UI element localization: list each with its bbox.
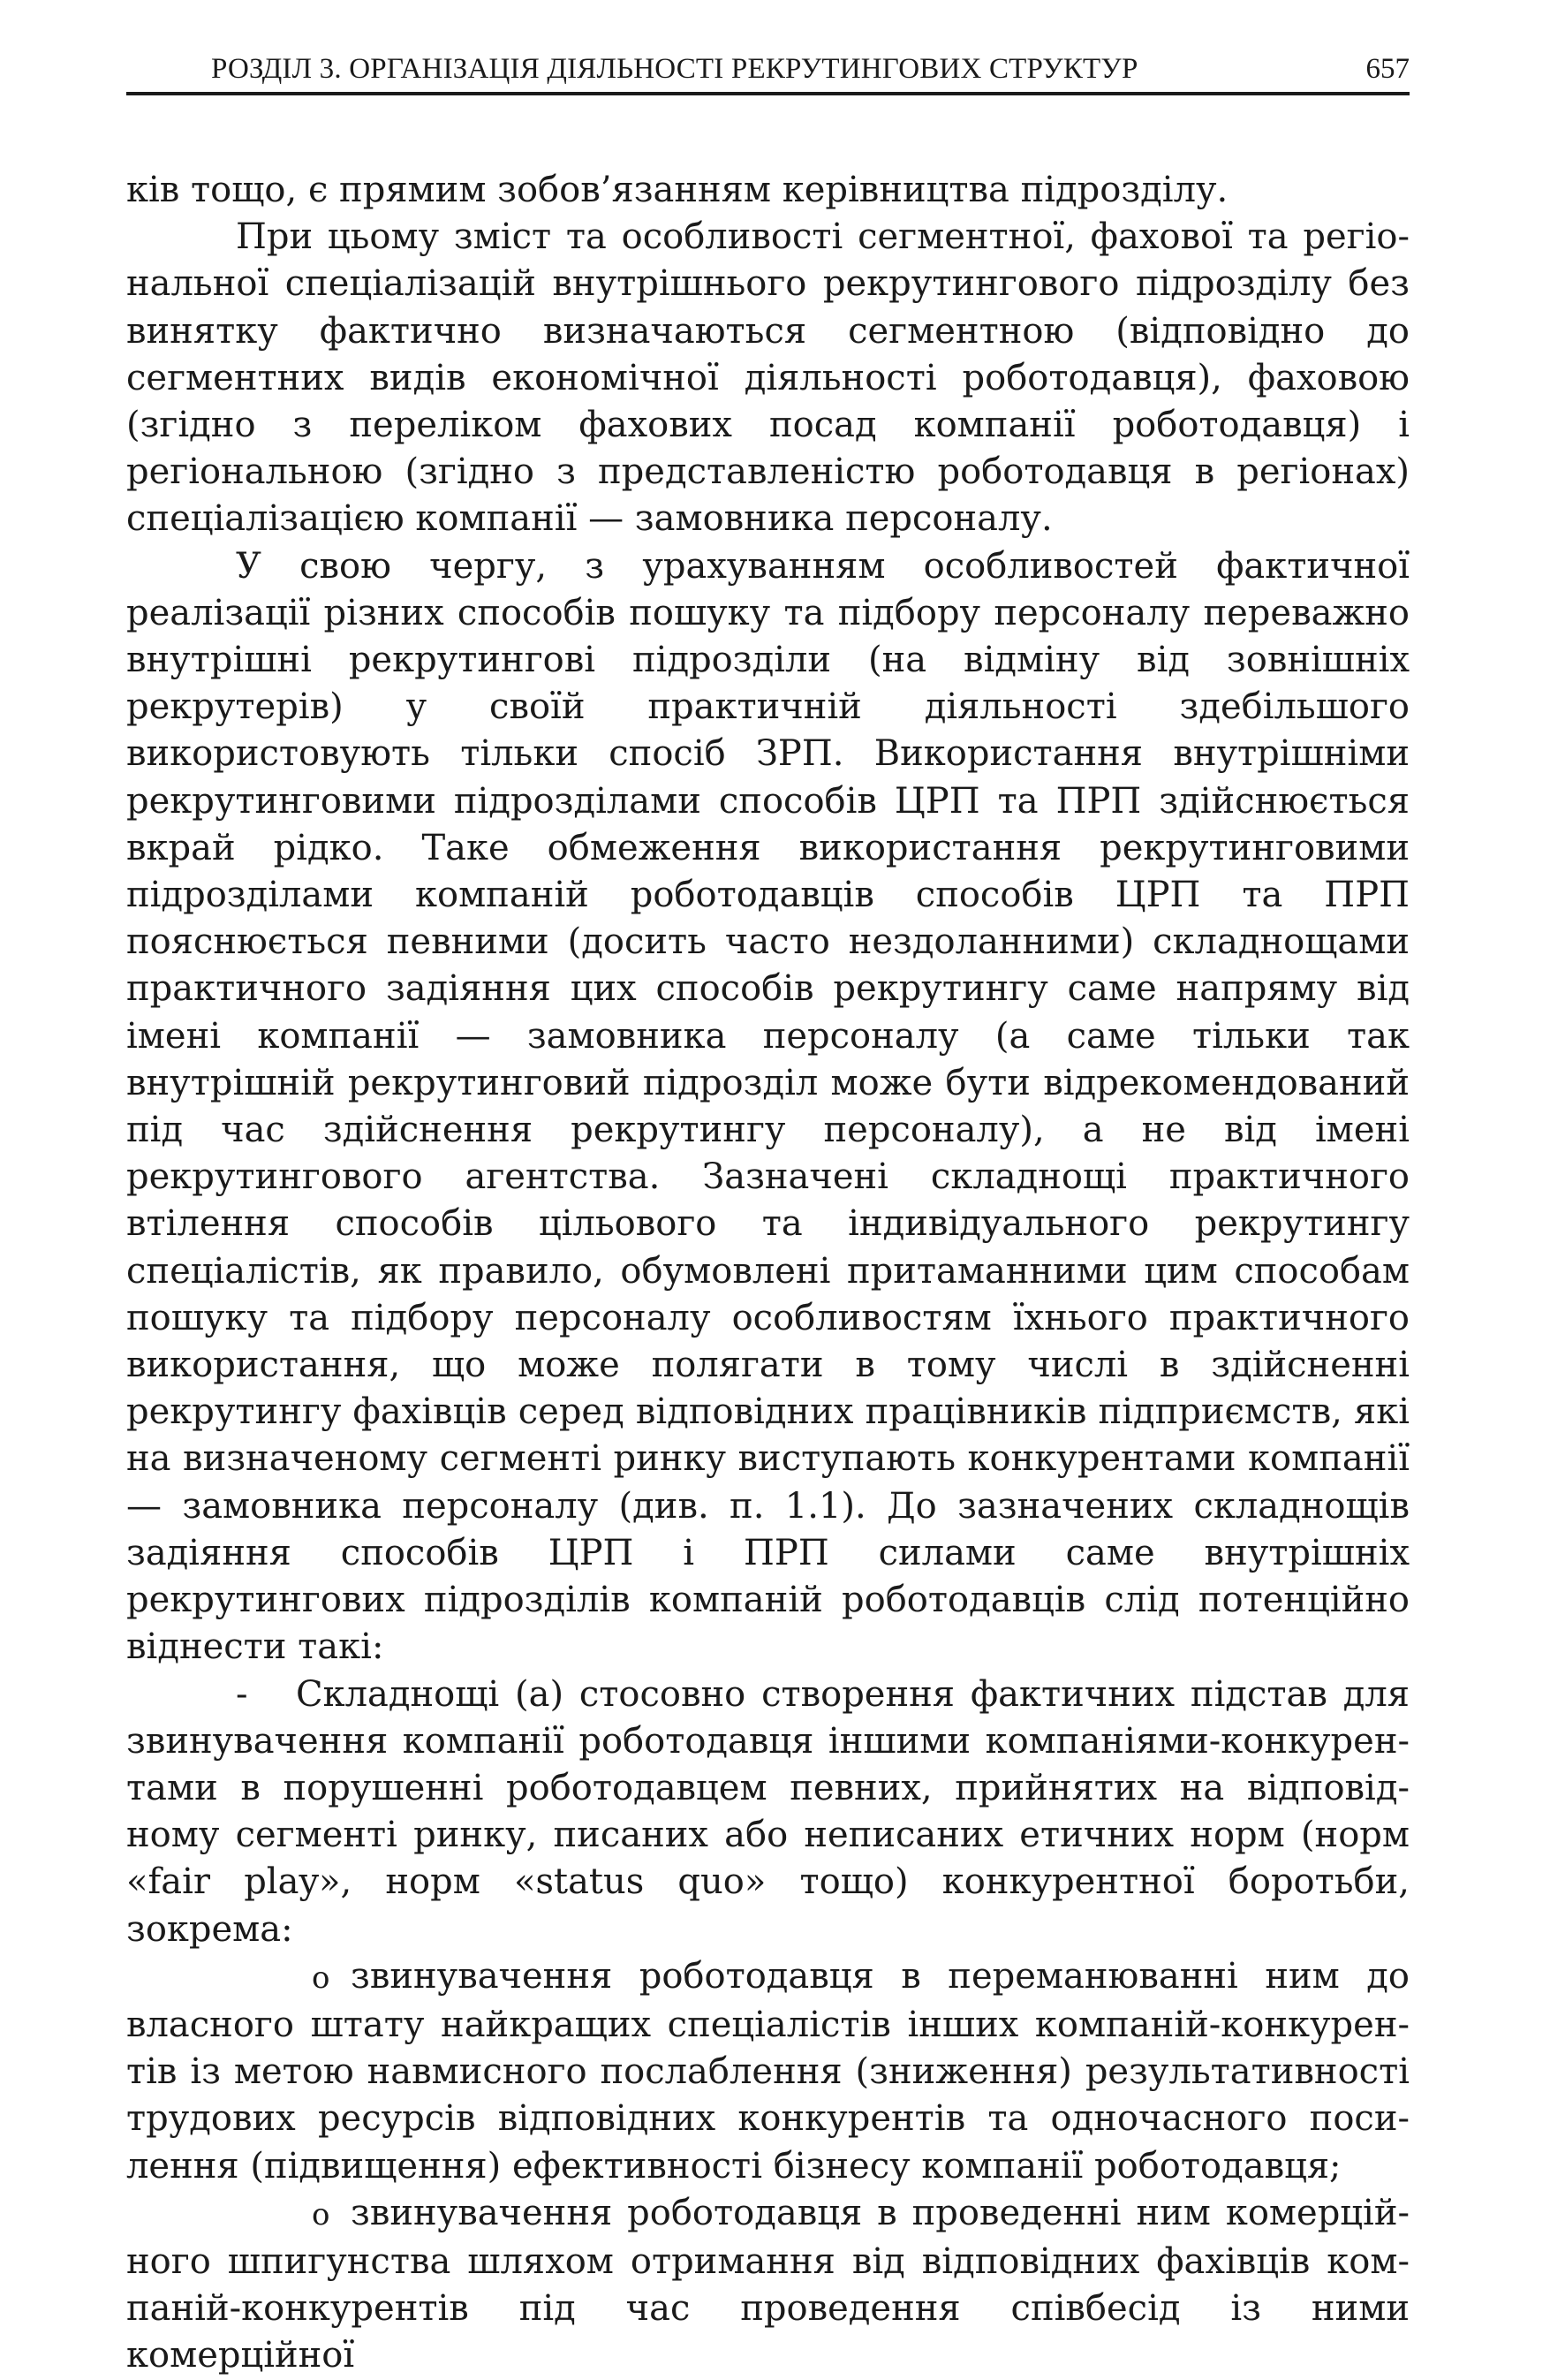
paragraph: У свою чергу, з урахуванням особливостей фактичної реалізації різних способів пошуку та підбору персоналу переважно внутрішні рекрутингові підрозділи (на відміну від зовнішніх рекрутерів) у своїй практичній діяльності здебільшого використовують тільки спосіб ЗРП. Використання внутрішніми рекрутинговими підрозділами способів ЦРП та ПРП здійснюється вкрай рідко. Таке обмеження використання рекрутинговими підрозділами компаній роботодавців способів ЦРП та ПРП пояснюється певними (досить часто нездоланними) складнощами практичного задіяння цих способів рекрутингу саме напряму від імені компанії — замовника персоналу (а саме тільки так внутрішній рекрутинговий підрозділ може бути відрекомендований під час здійснення рекрутингу персоналу), а не від імені рекрутингового агентства. Зазначені складнощі практичного втілення способів цільового та індивідуального рекрутингу спеціалістів, як правило, обумовлені притаманними цим способам пошуку та підбору персоналу особливостям їхнього практичного використання, що може полягати в тому числі в здійсненні рекрутингу фахівців серед відповідних працівників підприємств, які на визначеному сегменті ринку виступають конкурентами компанії — замовника персоналу (див. п. 1.1). До зазначених складнощів задіяння способів ЦРП і ПРП силами саме внутрішніх рекрутингових підрозділів компаній роботодавців слід потенційно віднести такі: <box>126 545 1410 1668</box>
page-number: 657 <box>1365 53 1410 85</box>
section-title: РОЗДІЛ 3. ОРГАНІЗАЦІЯ ДІЯЛЬНОСТІ РЕКРУТИНГОВИХ СТРУКТУР <box>211 53 1138 85</box>
body-text <box>126 167 1410 2380</box>
sub-list-item <box>126 1953 1410 2190</box>
sub-list-item <box>126 2190 1410 2380</box>
dash-bullet: - <box>236 1673 248 1715</box>
list-item-text: Складнощі (а) стосовно створення фактичних підстав для звинувачення компанії роботодавця іншими компаніями-конкурентами в порушенні роботодавцем певних, прийнятих на відповідному сегменті ринку, писаних або неписаних етичних норм (норм «fair play», норм «status quo» тощо) конкурентної боротьби, зокрема: <box>126 1673 1410 1950</box>
list-item <box>126 1671 1410 1953</box>
circle-bullet-icon: o <box>312 1959 330 1996</box>
sub-list-item-text: звинувачення роботодавця в проведенні ним комерційного шпигунства шляхом отримання від відповідних фахівців компаній-конкурентів під час проведення співбесід із ними комерційної <box>126 2192 1410 2376</box>
circle-bullet-icon: o <box>312 2196 330 2232</box>
paragraph-continuation: ків тощо, є прямим зобов’язанням керівництва підрозділу. <box>126 170 1229 210</box>
running-head <box>126 49 1410 95</box>
sub-list-item-text: звинувачення роботодавця в переманюванні ним до власного штату найкращих спеціалістів інших компаній-конкурентів із метою навмисного послаблення (зниження) результативності трудових ресурсів відповідних конкурентів та одночасного посилення (підвищення) ефективності бізнесу компанії роботодавця; <box>126 1955 1410 2187</box>
paragraph: При цьому зміст та особливості сегментної, фахової та регіональної спеціалізацій внутрішнього рекрутингового підрозділу без винятку фактично визначаються сегментною (відповідно до сегментних видів економічної діяльності роботодавця), фаховою (згідно з переліком фахових посад компанії роботодавця) і регіональною (згідно з представленістю роботодавця в регіонах) спеціалізацією компанії — замовника персоналу. <box>126 216 1410 540</box>
